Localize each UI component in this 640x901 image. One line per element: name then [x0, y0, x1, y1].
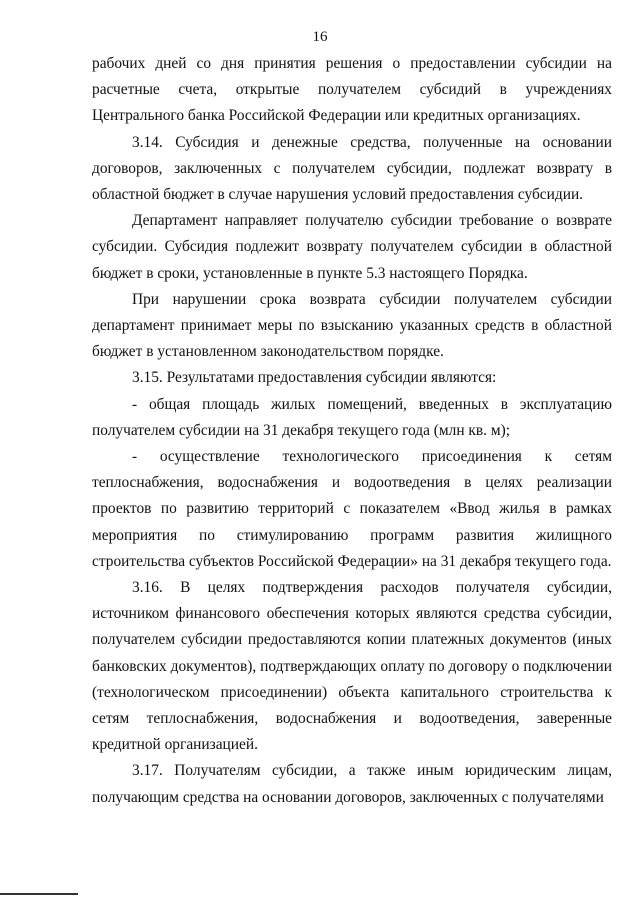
- paragraph-3-14: 3.14. Субсидия и денежные средства, полученные на основании договоров, заключенных с получателем субсидии, подлежат возврату в областной бюджет в случае нарушения условий предоставления субсидии.: [92, 133, 612, 204]
- footer-rule: [0, 893, 78, 895]
- list-item-living-area: - общая площадь жилых помещений, введенных в эксплуатацию получателем субсидии на 31 декабря текущего года (млн кв. м);: [92, 395, 612, 439]
- page-number: 16: [312, 29, 328, 45]
- list-item-tech-connection: - осуществление технологического присоединения к сетям теплоснабжения, водоснабжения и водоотведения в целях реализации проектов по развитию территорий с показателем «Ввод жилья в рамках мероприятия по стимулированию программ развития жилищного строительства субъектов Российской Федерации» на 31 декабря текущего года.: [92, 448, 612, 570]
- paragraph-department-requirement: Департамент направляет получателю субсидии требование о возврате субсидии. Субсидия подлежит возврату получателем субсидии в областной бюджет в сроки, установленные в пункте 5.3 настоящего Порядка.: [92, 212, 612, 282]
- paragraph-3-16: 3.16. В целях подтверждения расходов получателя субсидии, источником финансового обеспечения которых являются средства субсидии, получателем субсидии предоставляются копии платежных документов (иных банковских документов), подтверждающих оплату по договору о подключении (технологическом присоединении) объекта капитального строительства к сетям теплоснабжения, водоснабжения и водоотведения, заверенные кредитной организацией.: [92, 579, 612, 754]
- document-body: [92, 51, 612, 811]
- paragraph-3-17: 3.17. Получателям субсидии, а также иным юридическим лицам, получающим средства на основании договоров, заключенных с получателями: [92, 762, 612, 806]
- paragraph-continuation: рабочих дней со дня принятия решения о предоставлении субсидии на расчетные счета, открытые получателем субсидий в учреждениях Центрального банка Российской Федерации или кредитных организациях.: [92, 55, 612, 125]
- paragraph-3-15: 3.15. Результатами предоставления субсидии являются:: [132, 369, 497, 387]
- paragraph-return-violation: При нарушении срока возврата субсидии получателем субсидии департамент принимает меры по взысканию указанных средств в областной бюджет в установленном законодательством порядке.: [92, 290, 612, 361]
